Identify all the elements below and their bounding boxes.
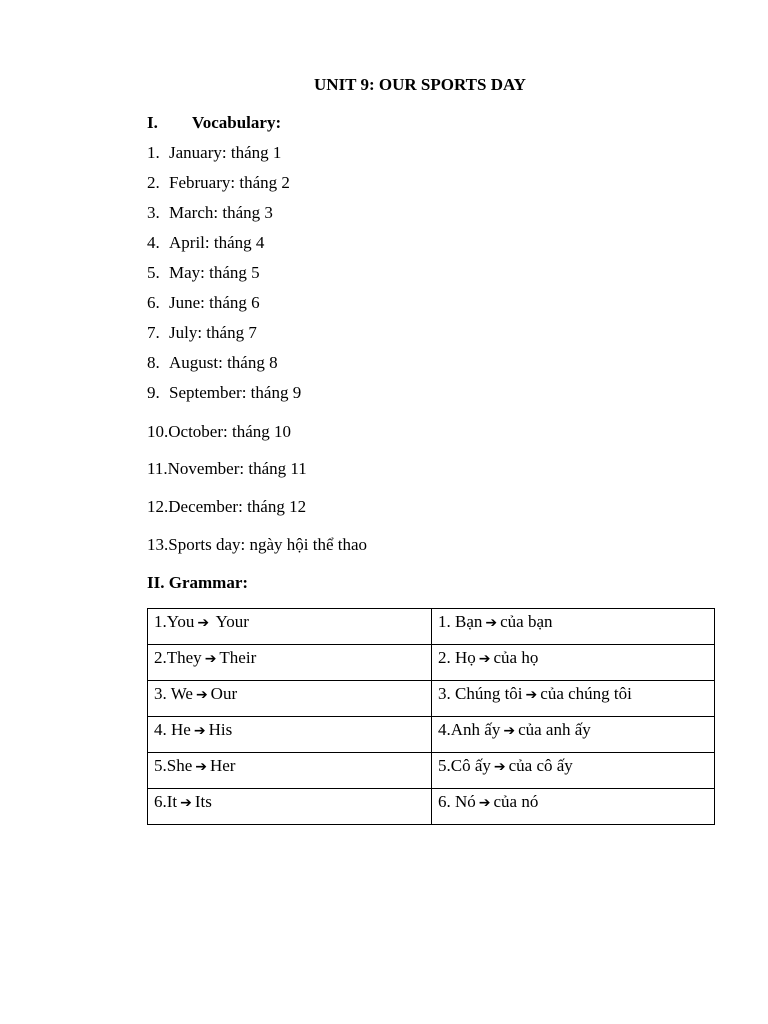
- pronoun-text: 2.They: [154, 648, 202, 667]
- table-row: [148, 681, 715, 717]
- list-item-text: September: tháng 9: [169, 383, 302, 402]
- list-item: [147, 534, 367, 556]
- list-item: [147, 202, 273, 224]
- list-item-number: 1.: [147, 143, 160, 162]
- table-row: [148, 789, 715, 825]
- table-row: [148, 753, 715, 789]
- list-item-number: 7.: [147, 323, 160, 342]
- list-item-text: December: tháng 12: [168, 497, 307, 516]
- list-item: [147, 292, 260, 314]
- list-item: [147, 352, 278, 374]
- list-item-number: 11.: [147, 459, 168, 478]
- possessive-text: Your: [212, 612, 249, 631]
- arrow-right-icon: ➔: [204, 651, 217, 667]
- list-item: [147, 322, 257, 344]
- table-cell-vietnamese: [432, 717, 715, 753]
- table-cell-english: [148, 645, 432, 681]
- list-item-text: April: tháng 4: [169, 233, 265, 252]
- table-cell-vietnamese: [432, 789, 715, 825]
- table-row: [148, 609, 715, 645]
- possessive-text: của nó: [493, 792, 539, 811]
- possessive-text: His: [208, 720, 233, 739]
- list-item-text: November: tháng 11: [167, 459, 307, 478]
- possessive-text: Her: [209, 756, 236, 775]
- vocabulary-heading-number: I.: [147, 113, 158, 132]
- list-item-text: June: tháng 6: [169, 293, 260, 312]
- table-row: [148, 717, 715, 753]
- list-item-number: 5.: [147, 263, 160, 282]
- possessive-text: của họ: [493, 648, 539, 667]
- list-item: [147, 262, 260, 284]
- arrow-right-icon: ➔: [195, 759, 207, 775]
- table-cell-english: [148, 609, 432, 645]
- arrow-right-icon: ➔: [493, 759, 506, 775]
- vocabulary-heading-label: Vocabulary:: [192, 113, 282, 132]
- pronoun-text: 5.Cô ấy: [438, 756, 491, 775]
- list-item-number: 13.: [147, 535, 169, 554]
- list-item-number: 10.: [147, 422, 169, 441]
- list-item-number: 3.: [147, 203, 160, 222]
- grammar-heading: II. Grammar:: [147, 573, 249, 592]
- table-cell-english: [148, 753, 432, 789]
- arrow-right-icon: ➔: [195, 687, 208, 703]
- list-item: [147, 421, 291, 443]
- pronoun-text: 4.Anh ấy: [438, 720, 501, 739]
- pronoun-text: 5.She: [154, 756, 193, 775]
- possessive-text: của chúng tôi: [540, 684, 632, 703]
- arrow-right-icon: ➔: [485, 615, 498, 631]
- list-item-number: 12.: [147, 497, 169, 516]
- arrow-right-icon: ➔: [525, 687, 538, 703]
- vocabulary-heading: [147, 112, 281, 134]
- list-item-number: 6.: [147, 293, 160, 312]
- pronoun-text: 3. We: [154, 684, 193, 703]
- list-item-text: May: tháng 5: [169, 263, 260, 282]
- list-item-text: July: tháng 7: [169, 323, 257, 342]
- arrow-right-icon: ➔: [503, 723, 516, 739]
- table-cell-english: [148, 681, 432, 717]
- arrow-right-icon: ➔: [180, 795, 192, 811]
- page-title: UNIT 9: OUR SPORTS DAY: [314, 75, 526, 94]
- table-cell-vietnamese: [432, 753, 715, 789]
- list-item-text: Sports day: ngày hội thể thao: [168, 535, 368, 554]
- table-cell-vietnamese: [432, 645, 715, 681]
- pronoun-text: 1. Bạn: [438, 612, 483, 631]
- list-item-text: January: tháng 1: [169, 143, 282, 162]
- possessive-text: của bạn: [500, 612, 553, 631]
- possessive-text: của anh ấy: [518, 720, 591, 739]
- pronoun-text: 6. Nó: [438, 792, 476, 811]
- list-item-text: August: tháng 8: [169, 353, 278, 372]
- list-item: [147, 172, 290, 194]
- pronoun-text: 1.You: [154, 612, 195, 631]
- pronoun-text: 2. Họ: [438, 648, 476, 667]
- list-item-text: February: tháng 2: [169, 173, 290, 192]
- possessive-text: của cô ấy: [508, 756, 573, 775]
- possessive-text: Its: [194, 792, 212, 811]
- list-item-number: 9.: [147, 383, 160, 402]
- pronoun-text: 4. He: [154, 720, 191, 739]
- list-item: [147, 232, 264, 254]
- pronoun-text: 6.It: [154, 792, 178, 811]
- grammar-table: [147, 608, 715, 825]
- table-cell-vietnamese: [432, 681, 715, 717]
- list-item: [147, 496, 306, 518]
- table-row: [148, 645, 715, 681]
- arrow-right-icon: ➔: [197, 615, 210, 631]
- table-cell-english: [148, 717, 432, 753]
- list-item: [147, 142, 281, 164]
- list-item-text: March: tháng 3: [169, 203, 273, 222]
- list-item-number: 4.: [147, 233, 160, 252]
- list-item-number: 8.: [147, 353, 160, 372]
- table-cell-english: [148, 789, 432, 825]
- possessive-text: Their: [219, 648, 257, 667]
- arrow-right-icon: ➔: [193, 723, 206, 739]
- arrow-right-icon: ➔: [478, 795, 491, 811]
- list-item-text: October: tháng 10: [168, 422, 291, 441]
- list-item: [147, 458, 307, 480]
- list-item: [147, 382, 301, 404]
- arrow-right-icon: ➔: [478, 651, 491, 667]
- table-cell-vietnamese: [432, 609, 715, 645]
- list-item-number: 2.: [147, 173, 160, 192]
- possessive-text: Our: [210, 684, 238, 703]
- pronoun-text: 3. Chúng tôi: [438, 684, 523, 703]
